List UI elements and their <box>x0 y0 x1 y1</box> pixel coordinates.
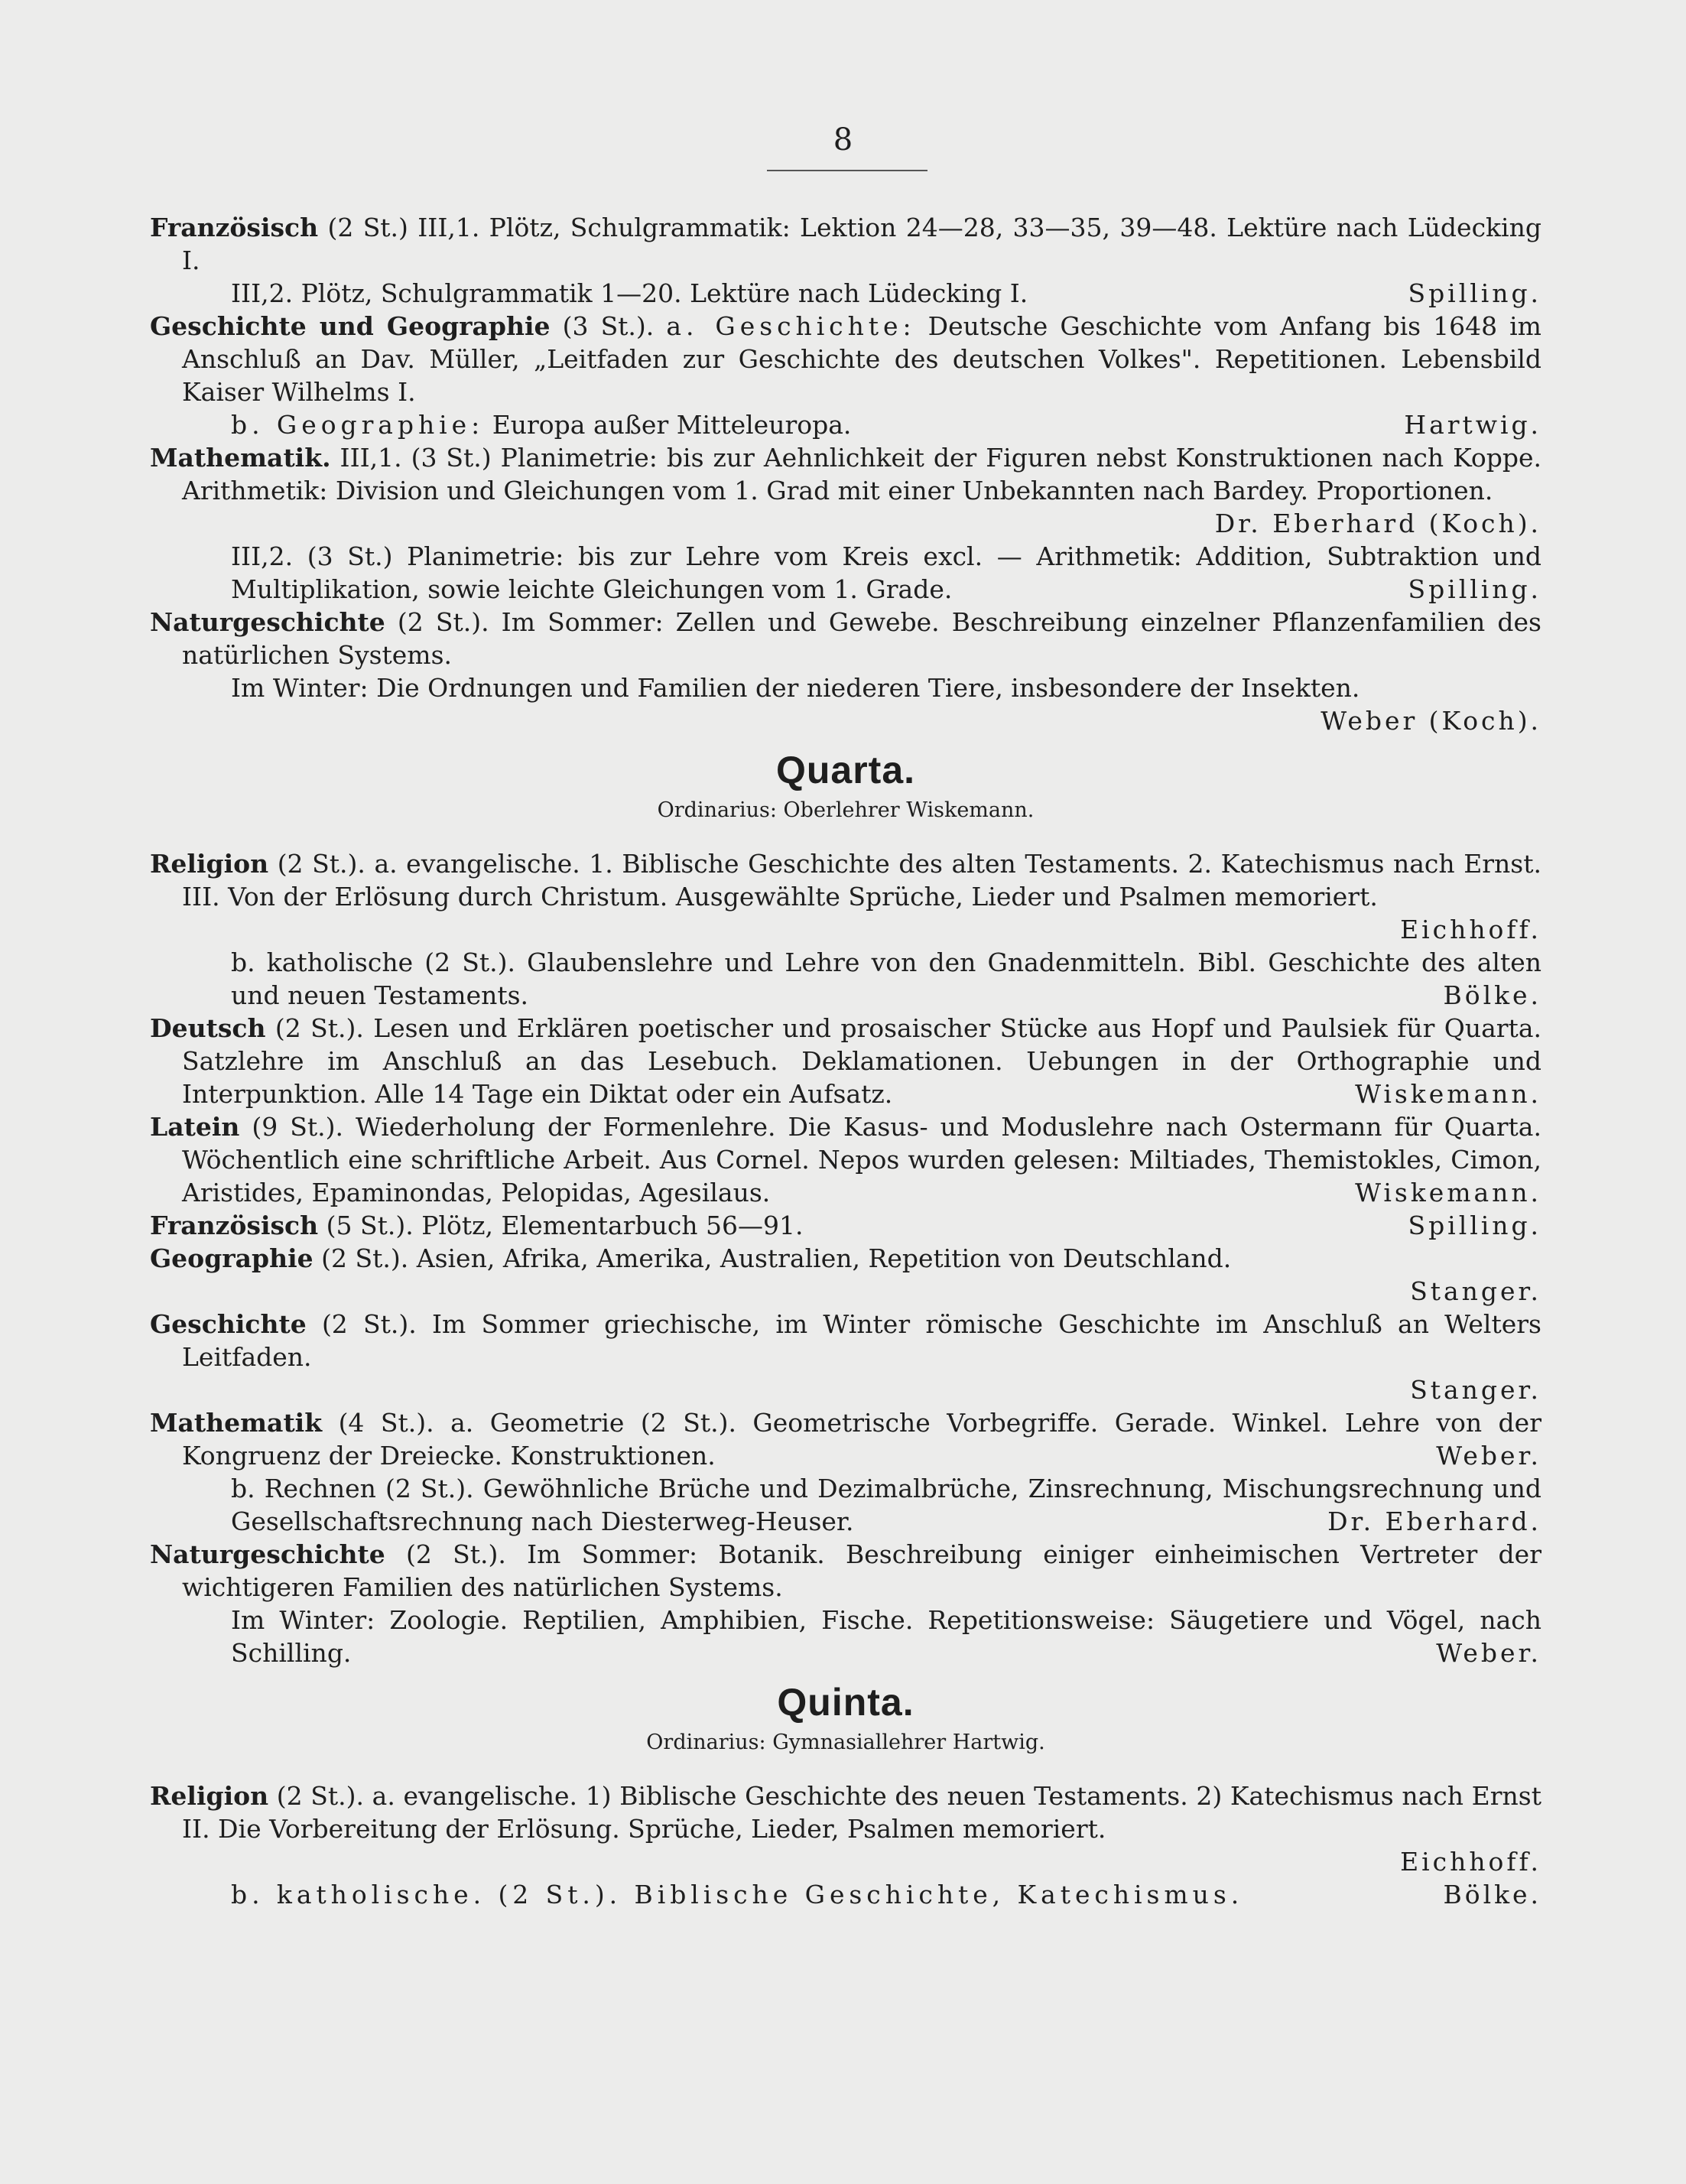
entry-subtext: b. katholische. (2 St.). Biblische Geschichte, Katechismus. <box>231 1880 1244 1909</box>
teacher-name: Stanger. <box>1410 1375 1541 1405</box>
entry-text: Im Sommer: Botanik. Beschreibung einiger einheimischen Vertreter der wichtigeren Familien des natürlichen Systems. <box>182 1539 1541 1602</box>
teacher-name: Bölke. <box>1443 980 1541 1010</box>
entry-religion-quarta <box>150 847 1541 913</box>
ordinarius-line: Ordinarius: Oberlehrer Wiskemann. <box>657 798 1035 822</box>
teacher-name: Eichhoff. <box>1400 915 1541 944</box>
entry-text: Deutsche Geschichte vom Anfang bis 1648 im Anschluß an Dav. Müller, „Leitfaden zur Geschichte des deutschen Volkes". Repetitionen. Lebensbild Kaiser Wilhelms I. <box>182 311 1541 407</box>
hours: (2 St.). <box>406 1539 506 1569</box>
entry-subtext: b. katholische (2 St.). Glaubenslehre und Lehre von den Gnadenmitteln. Bibl. Geschichte des alten und neuen Testaments. <box>231 947 1541 1010</box>
hours: (5 St.). <box>326 1211 414 1240</box>
teacher-name: Eichhoff. <box>1400 1847 1541 1877</box>
teacher-name: Wiskemann. <box>1355 1178 1541 1207</box>
entry-continuation <box>150 671 1541 704</box>
entry-geschichte-geographie <box>150 310 1541 408</box>
teacher-name: Spilling. <box>1408 574 1541 604</box>
entry-subtext: III,2. Plötz, Schulgrammatik 1—20. Lektüre nach Lüdecking I. <box>231 278 1028 308</box>
entry-deutsch-quarta <box>150 1012 1541 1110</box>
hours: (2 St.). <box>397 607 489 637</box>
teacher-name: Weber. <box>1436 1441 1541 1471</box>
subject-label: Mathematik <box>150 1408 323 1438</box>
entry-continuation <box>150 1604 1541 1669</box>
entry-naturgeschichte-tertia <box>150 606 1541 671</box>
entry-naturgeschichte-quarta <box>150 1538 1541 1604</box>
entry-subtext: Im Winter: Die Ordnungen und Familien der niederen Tiere, insbesondere der Insekten. <box>231 673 1360 703</box>
teacher-name: Spilling. <box>1408 1211 1541 1240</box>
section-heading-quarta: Quarta. <box>775 749 916 791</box>
subject-label: Latein <box>150 1112 240 1142</box>
entry-text: Wiederholung der Formenlehre. Die Kasus- und Moduslehre nach Ostermann für Quarta. Wöchentlich eine schriftliche Arbeit. Aus Cornel. Nepos wurden gelesen: Miltiades, Themistokles, Cimon, Aristides, Epaminondas, Pelopidas, Agesilaus. <box>182 1112 1541 1207</box>
subject-label: Naturgeschichte <box>150 607 385 637</box>
entry-text: Im Sommer griechische, im Winter römische Geschichte im Anschluß an Welters Leitfaden. <box>182 1309 1541 1372</box>
teacher-name: Weber (Koch). <box>1321 706 1541 736</box>
entry-religion-quinta <box>150 1779 1541 1845</box>
entry-subtext: Europa außer Mitteleuropa. <box>492 410 852 440</box>
entry-text: Lesen und Erklären poetischer und prosaischer Stücke aus Hopf und Paulsiek für Quarta. Satzlehre im Anschluß an das Lesebuch. Deklamationen. Uebungen in der Orthographie und Interpunktion. Alle 14 Tage ein Diktat oder ein Aufsatz. <box>182 1013 1541 1109</box>
subject-label: Naturgeschichte <box>150 1539 385 1569</box>
entry-franzoesisch-quarta <box>150 1209 1541 1242</box>
entry-continuation <box>150 540 1541 606</box>
page-number: 8 <box>833 122 853 158</box>
subject-label: Geschichte <box>150 1309 307 1339</box>
teacher-name: Weber. <box>1436 1638 1541 1668</box>
hours: (2 St.). <box>321 1309 417 1339</box>
entry-text: III,1. Plötz, Schulgrammatik: Lektion 24—28, 33—35, 39—48. Lektüre nach Lüdecking I. <box>182 213 1541 275</box>
subject-label: Deutsch <box>150 1013 266 1043</box>
teacher-name: Hartwig. <box>1404 410 1541 440</box>
subject-label: Religion <box>150 1781 269 1811</box>
entry-latein-quarta <box>150 1110 1541 1209</box>
entry-continuation <box>150 277 1541 310</box>
entry-text: a. evangelische. 1) Biblische Geschichte des neuen Testaments. 2) Katechismus nach Ernst II. Die Vorbereitung der Erlösung. Sprüche, Lieder, Psalmen memoriert. <box>182 1781 1541 1844</box>
entry-continuation <box>150 1472 1541 1538</box>
entry-subtext: b. Rechnen (2 St.). Gewöhnliche Brüche und Dezimalbrüche, Zinsrechnung, Mischungsrechnung und Gesellschaftsrechnung nach Diesterweg-Heuser. <box>231 1474 1541 1536</box>
entry-continuation <box>150 408 1541 441</box>
hours: (2 St.). <box>321 1243 409 1273</box>
entry-mathematik-tertia <box>150 441 1541 540</box>
entry-text: a. Geometrie (2 St.). Geometrische Vorbegriffe. Gerade. Winkel. Lehre von der Kongruenz der Dreiecke. Konstruktionen. <box>182 1408 1541 1471</box>
teacher-name: Stanger. <box>1410 1276 1541 1306</box>
ordinarius-line: Ordinarius: Gymnasiallehrer Hartwig. <box>646 1731 1045 1754</box>
subject-label: Religion <box>150 849 269 879</box>
entry-text: III,1. (3 St.) Planimetrie: bis zur Aehnlichkeit der Figuren nebst Konstruktionen nach Koppe. Arithmetik: Division und Gleichungen vom 1. Grad mit einer Unbekannten nach Bardey. Proportionen. <box>182 443 1541 505</box>
subject-label: Geographie <box>150 1243 313 1273</box>
teacher-name: Dr. Eberhard (Koch). <box>1214 509 1541 538</box>
entry-continuation <box>150 1878 1541 1911</box>
subject-label: Französisch <box>150 1211 319 1240</box>
entry-subtext: Im Winter: Zoologie. Reptilien, Amphibien, Fische. Repetitionsweise: Säugetiere und Vögel, nach Schilling. <box>231 1605 1541 1668</box>
hours: (2 St.). <box>275 1013 364 1043</box>
subject-label: Geschichte und Geographie <box>150 311 551 341</box>
header-rule <box>767 170 927 171</box>
entry-text: a. evangelische. 1. Biblische Geschichte des alten Testaments. 2. Katechismus nach Ernst. III. Von der Erlösung durch Christum. Ausgewählte Sprüche, Lieder und Psalmen memoriert. <box>182 849 1541 912</box>
teacher-name: Wiskemann. <box>1355 1079 1541 1109</box>
entry-franzoesisch-tertia <box>150 211 1541 277</box>
part-label: b. Geographie: <box>231 410 485 440</box>
entry-text: Im Sommer: Zellen und Gewebe. Beschreibung einzelner Pflanzenfamilien des natürlichen Systems. <box>182 607 1541 670</box>
entry-text: Plötz, Elementarbuch 56—91. <box>421 1211 804 1240</box>
subject-label: Mathematik. <box>150 443 331 473</box>
subject-label: Französisch <box>150 213 319 242</box>
teacher-name: Dr. Eberhard. <box>1327 1506 1541 1536</box>
entry-mathematik-quarta <box>150 1406 1541 1472</box>
entry-text: Asien, Afrika, Amerika, Australien, Repetition von Deutschland. <box>416 1243 1232 1273</box>
hours: (9 St.). <box>252 1112 343 1142</box>
hours: (3 St.). <box>562 311 655 341</box>
entry-subtext: III,2. (3 St.) Planimetrie: bis zur Lehre vom Kreis excl. — Arithmetik: Addition, Subtraktion und Multiplikation, sowie leichte Gleichungen vom 1. Grade. <box>231 541 1541 604</box>
curriculum-body <box>150 211 1541 1911</box>
section-heading-quinta: Quinta. <box>777 1681 914 1724</box>
entry-geographie-quarta <box>150 1242 1541 1275</box>
teacher-name: Spilling. <box>1408 278 1541 308</box>
hours: (4 St.). <box>338 1408 434 1438</box>
entry-continuation <box>150 946 1541 1012</box>
part-label: a. Geschichte: <box>666 311 916 341</box>
hours: (2 St.). <box>277 849 365 879</box>
hours: (2 St.). <box>276 1781 365 1811</box>
teacher-name: Bölke. <box>1443 1880 1541 1909</box>
entry-geschichte-quarta <box>150 1308 1541 1373</box>
hours: (2 St.) <box>327 213 408 242</box>
